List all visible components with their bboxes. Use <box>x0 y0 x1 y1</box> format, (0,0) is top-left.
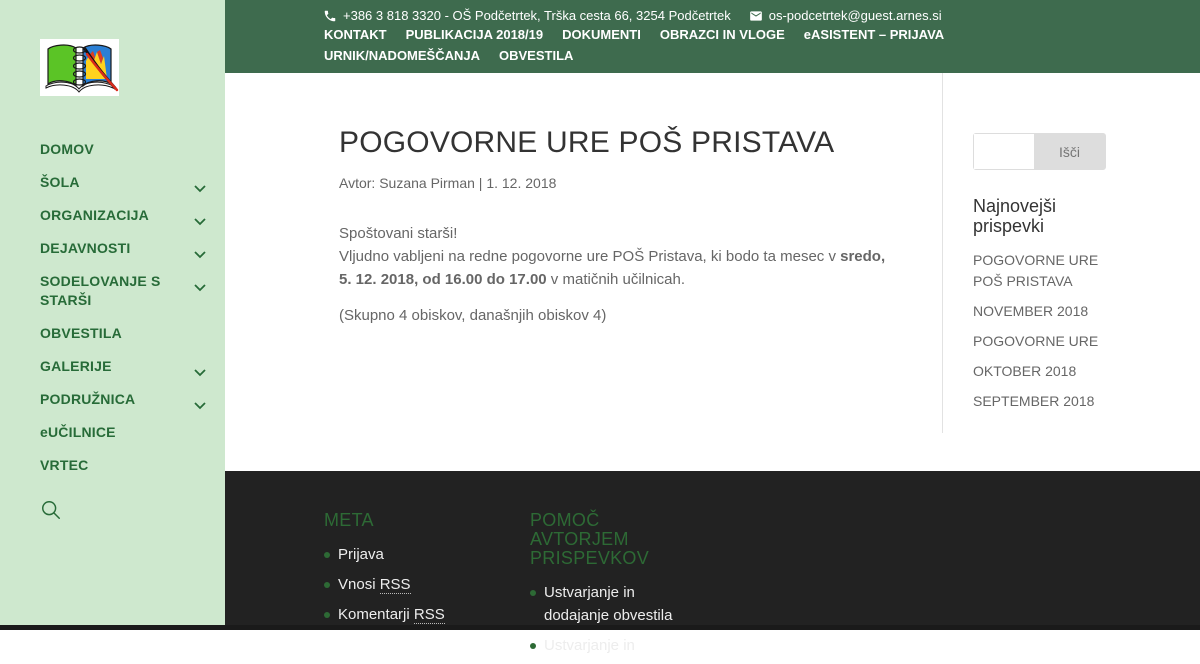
footer-help-title: POMOČ AVTORJEM PRISPEVKOV <box>530 510 650 568</box>
school-logo-image <box>40 39 119 96</box>
recent-post-item[interactable]: POGOVORNE URE POŠ PRISTAVA <box>973 252 1099 289</box>
sidebar-item-podruznica[interactable]: PODRUŽNICA <box>40 390 206 409</box>
post-paragraph: Spoštovani starši! Vljudno vabljeni na redne pogovorne ure POŠ Pristava, ki bodo ta mesec v sredo, 5. 12. 2018, od 16.00 do 17.00 v matičnih učilnicah. <box>339 225 886 288</box>
sidebar-menu <box>40 140 206 489</box>
nav-publikacija[interactable]: PUBLIKACIJA 2018/19 <box>405 27 544 42</box>
school-logo[interactable] <box>40 39 119 96</box>
bold-date: sredo, 5. 12. 2018, od 16.00 do 17.00 <box>339 248 886 288</box>
content-sidebar-divider <box>942 73 943 433</box>
sidebar-item-sodelovanje-s-starsi[interactable]: SODELOVANJE S STARŠI <box>40 272 206 310</box>
footer-link-prijava[interactable]: Prijava <box>324 543 504 566</box>
sidebar-item-eucilnice[interactable]: eUČILNICE <box>40 424 116 440</box>
top-nav <box>324 28 1084 62</box>
search-submit-button[interactable]: Išči <box>1034 134 1105 169</box>
chevron-down-icon <box>194 363 206 381</box>
sidebar-item-galerije[interactable]: GALERIJE <box>40 357 206 376</box>
envelope-icon <box>749 9 763 23</box>
phone-contact-text: +386 3 818 3320 - OŠ Podčetrtek, Trška cesta 66, 3254 Podčetrtek <box>343 8 731 23</box>
phone-icon <box>323 9 337 23</box>
nav-kontakt[interactable]: KONTAKT <box>324 27 387 42</box>
chevron-down-icon <box>194 278 206 296</box>
recent-post-item[interactable]: NOVEMBER 2018 <box>973 303 1089 319</box>
visit-counter: (Skupno 4 obiskov, današnjih obiskov 4) <box>339 307 607 324</box>
sidebar-item-organizacija[interactable]: ORGANIZACIJA <box>40 206 206 225</box>
footer-link-komentarji-rss[interactable]: Komentarji RSS <box>324 603 504 626</box>
footer-link-ustvarjanje-2[interactable]: Ustvarjanje in <box>530 634 695 657</box>
nav-obvestila[interactable]: OBVESTILA <box>499 48 574 63</box>
search-toggle[interactable] <box>40 499 64 523</box>
search-box <box>973 133 1106 170</box>
recent-posts-title: Najnovejši prispevki <box>973 196 1057 236</box>
page-title: POGOVORNE URE POŠ PRISTAVA <box>339 126 835 159</box>
sidebar-item-sola[interactable]: ŠOLA <box>40 173 206 192</box>
search-input[interactable] <box>974 134 1034 169</box>
email-text: os-podcetrtek@guest.arnes.si <box>768 8 942 23</box>
recent-post-item[interactable]: POGOVORNE URE <box>973 333 1099 349</box>
nav-dokumenti[interactable]: DOKUMENTI <box>562 27 641 42</box>
footer-meta-title: META <box>324 510 374 530</box>
nav-obrazci-in-vloge[interactable]: OBRAZCI IN VLOGE <box>659 27 785 42</box>
post-meta: Avtor: Suzana Pirman | 1. 12. 2018 <box>339 175 557 191</box>
recent-post-item[interactable]: SEPTEMBER 2018 <box>973 393 1095 409</box>
nav-easistent-prijava[interactable]: eASISTENT – PRIJAVA <box>803 27 945 42</box>
footer-link-ustvarjanje-obvestila[interactable]: Ustvarjanje in dodajanje obvestila <box>530 581 695 627</box>
left-sidebar <box>0 0 225 625</box>
footer-bottom-bar <box>0 625 1200 630</box>
sidebar-item-obvestila[interactable]: OBVESTILA <box>40 325 122 341</box>
contact-row <box>323 8 942 23</box>
email-link[interactable] <box>749 8 942 23</box>
recent-posts-list <box>973 250 1103 421</box>
search-icon <box>40 508 62 525</box>
chevron-down-icon <box>194 396 206 414</box>
footer-help-widget <box>530 511 695 664</box>
post-body <box>339 222 901 327</box>
footer-link-vnosi-rss[interactable]: Vnosi RSS <box>324 573 504 596</box>
nav-urnik-nadomescanja[interactable]: URNIK/NADOMEŠČANJA <box>324 48 481 63</box>
sidebar-item-vrtec[interactable]: VRTEC <box>40 457 89 473</box>
chevron-down-icon <box>194 245 206 263</box>
chevron-down-icon <box>194 179 206 197</box>
footer-meta-widget <box>324 511 504 633</box>
sidebar-item-dejavnosti[interactable]: DEJAVNOSTI <box>40 239 206 258</box>
sidebar-item-domov[interactable]: DOMOV <box>40 141 94 157</box>
recent-post-item[interactable]: OKTOBER 2018 <box>973 363 1077 379</box>
chevron-down-icon <box>194 212 206 230</box>
